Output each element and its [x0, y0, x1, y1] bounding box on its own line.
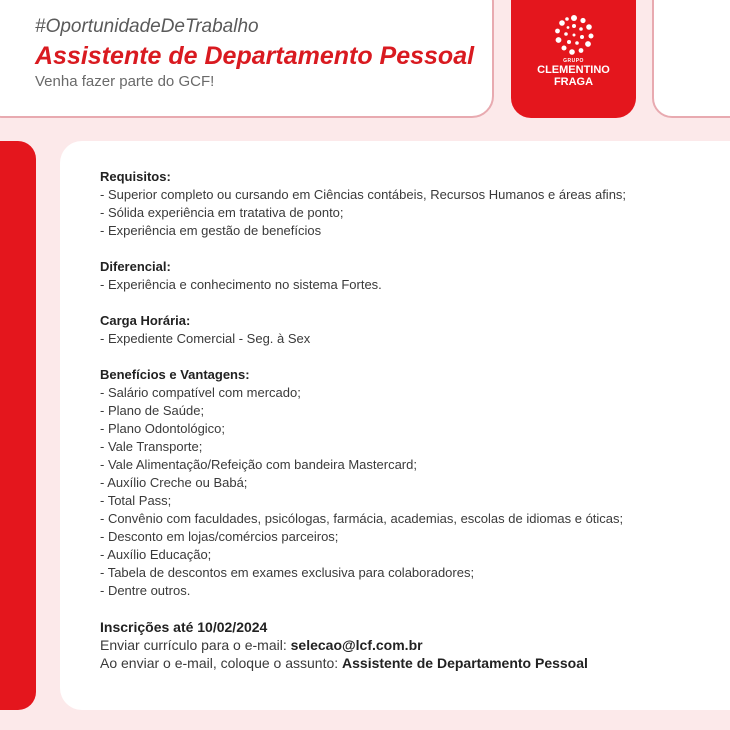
- subject-prefix: Ao enviar o e-mail, coloque o assunto:: [100, 655, 343, 671]
- list-item: - Salário compatível com mercado;: [100, 385, 301, 400]
- list-item: - Auxílio Creche ou Babá;: [100, 475, 248, 490]
- list-item: - Experiência em gestão de benefícios: [100, 223, 322, 238]
- subject-line: [100, 654, 720, 672]
- side-card: [652, 0, 730, 118]
- list-item: - Expediente Comercial - Seg. à Sex: [100, 331, 311, 346]
- email-prefix: Enviar currículo para o e-mail:: [100, 637, 291, 653]
- list-item: - Experiência e conhecimento no sistema Fortes.: [100, 277, 382, 292]
- section-title: Diferencial:: [100, 259, 171, 274]
- list-item: - Vale Transporte;: [100, 439, 203, 454]
- list-item: - Desconto em lojas/comércios parceiros;: [100, 529, 339, 544]
- list-item: - Plano de Saúde;: [100, 403, 205, 418]
- company-logo: [511, 0, 636, 118]
- list-item: - Sólida experiência em tratativa de ponto;: [100, 205, 344, 220]
- logo-grupo-text: GRUPO: [563, 58, 584, 64]
- email-subject: Assistente de Departamento Pessoal: [342, 655, 588, 671]
- list-item: - Superior completo ou cursando em Ciências contábeis, Recursos Humanos e áreas afins;: [100, 187, 627, 202]
- list-item: - Vale Alimentação/Refeição com bandeira Mastercard;: [100, 457, 417, 472]
- list-item: - Total Pass;: [100, 493, 172, 508]
- list-item: - Auxílio Educação;: [100, 547, 212, 562]
- list-item: - Tabela de descontos em exames exclusiva para colaboradores;: [100, 565, 475, 580]
- beneficios-section: [100, 366, 720, 600]
- requisitos-section: [100, 168, 720, 240]
- email-line: [100, 636, 720, 654]
- inscricoes-section: [100, 618, 720, 672]
- section-title: Requisitos:: [100, 169, 171, 184]
- diferencial-section: [100, 258, 720, 294]
- section-title: Benefícios e Vantagens:: [100, 367, 250, 382]
- logo-name-line2: FRAGA: [553, 76, 594, 88]
- list-item: - Dentre outros.: [100, 583, 191, 598]
- deadline-title: Inscrições até 10/02/2024: [100, 619, 268, 635]
- left-accent-bar: [0, 141, 36, 710]
- list-item: - Plano Odontológico;: [100, 421, 226, 436]
- tagline: Venha fazer parte do GCF!: [35, 73, 215, 90]
- email-address: selecao@lcf.com.br: [290, 637, 423, 653]
- job-description: [100, 168, 720, 672]
- hashtag-text: #OportunidadeDeTrabalho: [35, 16, 259, 37]
- dotted-circle-logo-icon: [553, 14, 595, 56]
- logo-name-line1: CLEMENTINO: [537, 64, 610, 76]
- section-title: Carga Horária:: [100, 313, 191, 328]
- carga-horaria-section: [100, 312, 720, 348]
- job-title: Assistente de Departamento Pessoal: [35, 42, 475, 70]
- list-item: - Convênio com faculdades, psicólogas, farmácia, academias, escolas de idiomas e óticas;: [100, 511, 624, 526]
